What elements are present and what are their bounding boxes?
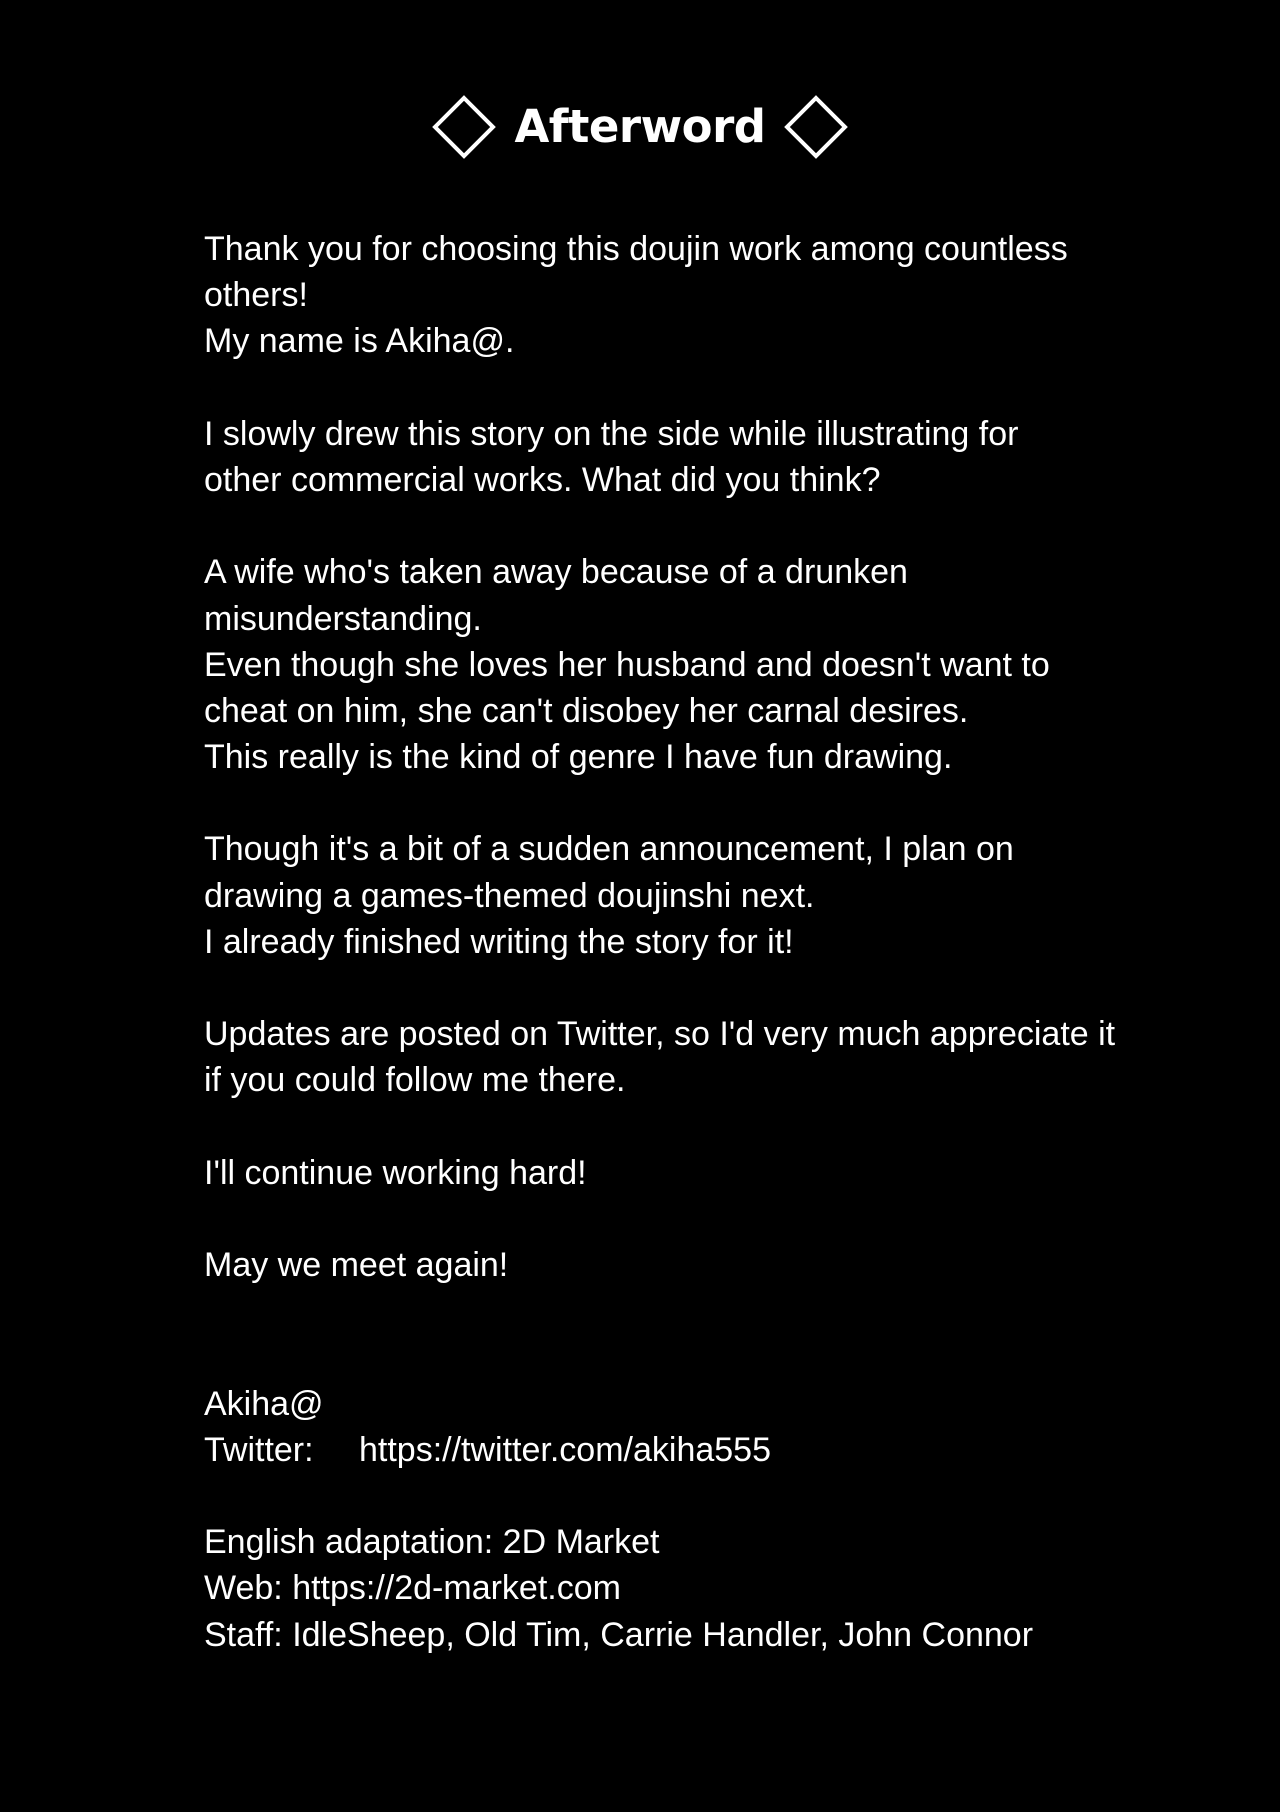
text-line: My name is Akiha@. — [204, 322, 515, 361]
text-line: This really is the kind of genre I have fun drawing. — [204, 738, 953, 777]
text-line: other commercial works. What did you think? — [204, 460, 881, 499]
credits — [204, 1519, 1204, 1658]
text-line: May we meet again! — [204, 1246, 509, 1285]
text-line: if you could follow me there. — [204, 1061, 626, 1100]
title-row — [0, 95, 1280, 159]
page-title: Afterword — [514, 100, 766, 153]
text-line: I'll continue working hard! — [204, 1153, 587, 1192]
text-line: cheat on him, she can't disobey her carnal desires. — [204, 691, 969, 730]
text-line: drawing a games-themed doujinshi next. — [204, 876, 815, 915]
paragraph — [204, 1242, 1204, 1288]
author-name: Akiha@ — [204, 1384, 324, 1423]
twitter-url: https://twitter.com/akiha555 — [359, 1430, 771, 1469]
text-line: Though it's a bit of a sudden announcement, I plan on — [204, 830, 1014, 869]
twitter-line — [204, 1427, 1204, 1473]
text-line: Updates are posted on Twitter, so I'd very much appreciate it — [204, 1015, 1116, 1054]
paragraph — [204, 826, 1204, 965]
paragraph — [204, 1011, 1204, 1103]
adaptation-credit: English adaptation: 2D Market — [204, 1523, 660, 1562]
afterword-body — [204, 226, 1204, 1658]
paragraph — [204, 1150, 1204, 1196]
text-line: others! — [204, 276, 308, 315]
paragraph — [204, 411, 1204, 503]
text-line: I slowly drew this story on the side while illustrating for — [204, 414, 1019, 453]
text-line: Even though she loves her husband and doesn't want to — [204, 645, 1050, 684]
diamond-outline-icon — [432, 95, 496, 159]
text-line: Thank you for choosing this doujin work among countless — [204, 230, 1068, 268]
text-line: A wife who's taken away because of a drunken — [204, 553, 908, 592]
text-line: misunderstanding. — [204, 599, 482, 638]
paragraph — [204, 226, 1204, 365]
signature — [204, 1381, 1204, 1473]
staff-credit: Staff: IdleSheep, Old Tim, Carrie Handler, John Connor — [204, 1615, 1034, 1654]
twitter-label: Twitter: — [204, 1430, 314, 1469]
paragraph — [204, 549, 1204, 780]
web-credit: Web: https://2d-market.com — [204, 1569, 621, 1608]
diamond-outline-icon — [784, 95, 848, 159]
text-line: I already finished writing the story for it! — [204, 922, 794, 961]
